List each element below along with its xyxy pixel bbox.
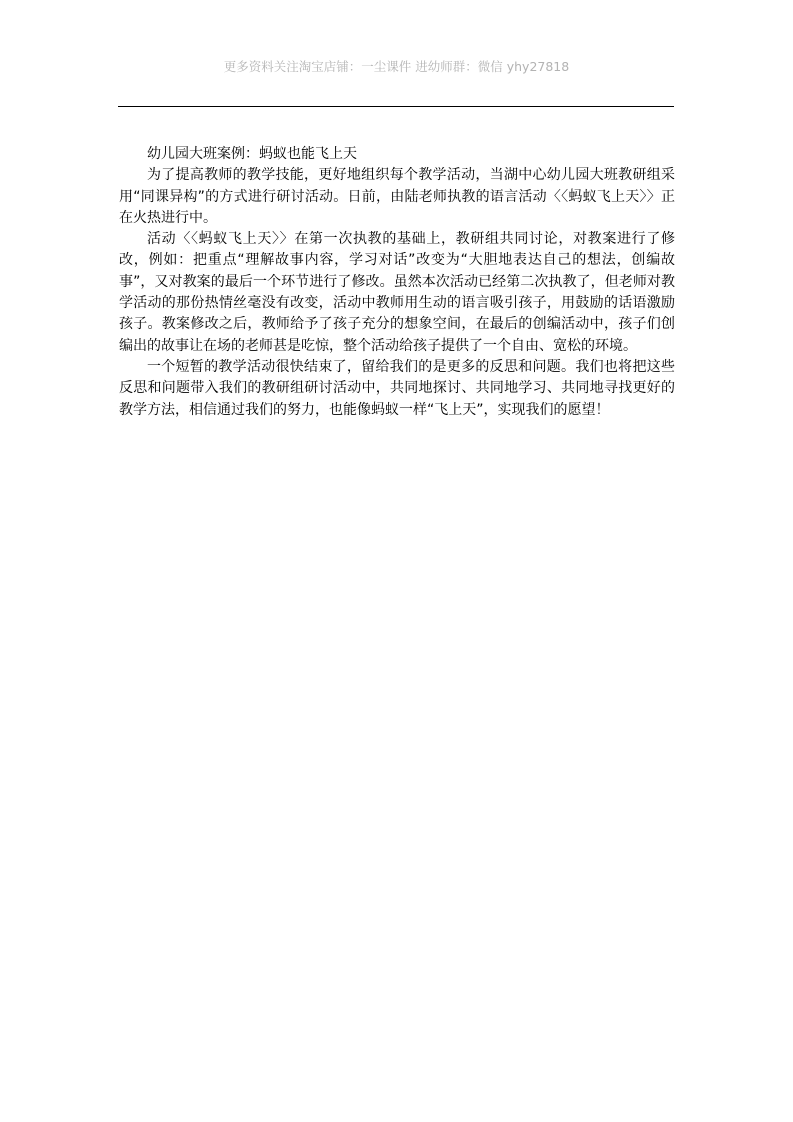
article-paragraph-1: 为了提高教师的教学技能，更好地组织每个教学活动，当湖中心幼儿园大班教研组采用“同课异构”的方式进行研讨活动。日前，由陆老师执教的语言活动〈〈蚂蚁飞上天〉〉正在火热进行中。 [119, 167, 675, 226]
article-body [119, 144, 675, 421]
article-paragraph-2: 活动〈〈蚂蚁飞上天〉〉在第一次执教的基础上，教研组共同讨论，对教案进行了修改，例如：把重点“理解故事内容，学习对话”改变为“大胆地表达自己的想法，创编故事”，又对教案的最后一个环节进行了修改。虽然本次活动已经第二次执教了，但老师对教学活动的那份热情丝毫没有改变，活动中教师用生动的语言吸引孩子，用鼓励的话语激励孩子。教案修改之后，教师给予了孩子充分的想象空间，在最后的创编活动中，孩子们创编出的故事让在场的老师甚是吃惊，整个活动给孩子提供了一个自由、宽松的环境。 [119, 231, 675, 354]
article-title: 幼儿园大班案例：蚂蚁也能飞上天 [147, 146, 357, 162]
article-paragraph-3: 一个短暂的教学活动很快结束了，留给我们的是更多的反思和问题。我们也将把这些反思和问题带入我们的教研组研讨活动中，共同地探讨、共同地学习、共同地寻找更好的教学方法，相信通过我们的努力，也能像蚂蚁一样“飞上天”，实现我们的愿望！ [119, 358, 675, 418]
header-divider [118, 106, 674, 107]
header-watermark-note: 更多资料关注淘宝店铺：一尘课件 进幼师群：微信 yhy27818 [223, 59, 570, 74]
